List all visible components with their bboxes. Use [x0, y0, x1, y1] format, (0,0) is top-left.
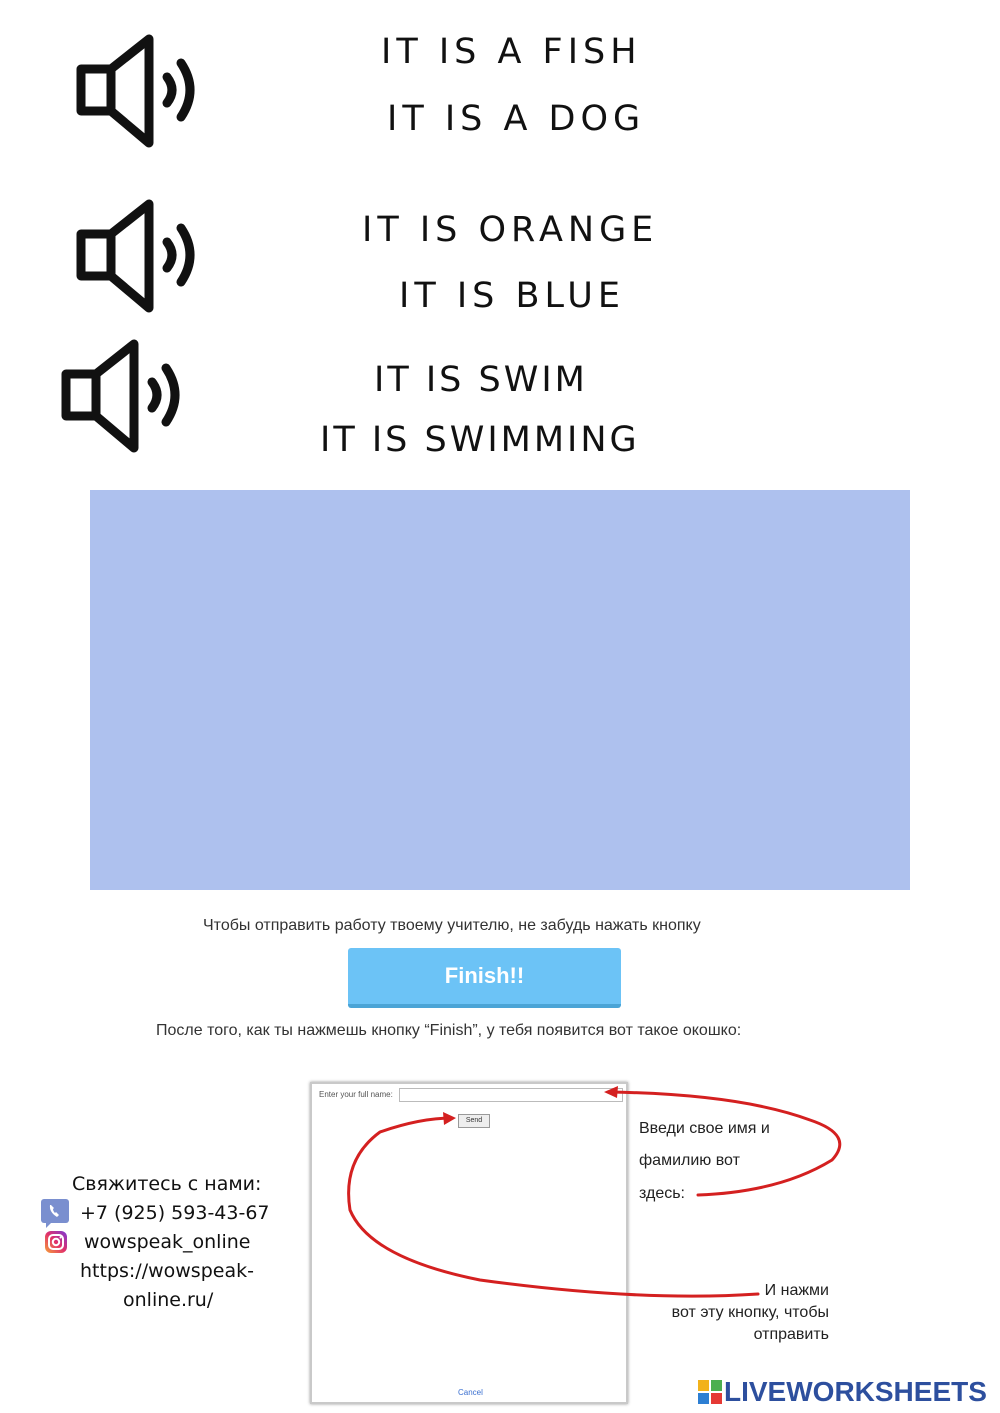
- audio-line-2b: IT IS BLUE: [399, 276, 625, 316]
- contact-instagram[interactable]: wowspeak_online: [84, 1231, 251, 1253]
- audio-line-3a: IT IS SWIM: [374, 360, 588, 400]
- liveworksheets-logo[interactable]: LIVEWORKSHEETS: [724, 1376, 987, 1407]
- dialog-send-button[interactable]: Send: [458, 1114, 490, 1128]
- contact-website-2[interactable]: online.ru/: [123, 1289, 214, 1311]
- annotation-press-1: И нажми: [764, 1282, 829, 1299]
- instagram-icon: [44, 1230, 68, 1254]
- phone-icon: [40, 1198, 70, 1228]
- annotation-press-2: вот эту кнопку, чтобы: [671, 1304, 829, 1321]
- speaker-icon[interactable]: [75, 33, 205, 149]
- liveworksheets-logo-icon: [698, 1380, 722, 1404]
- contact-heading: Свяжитесь с нами:: [72, 1173, 262, 1195]
- dialog-cancel-link[interactable]: Cancel: [458, 1388, 483, 1397]
- arrow-head-icon: [604, 1086, 618, 1098]
- audio-line-2a: IT IS ORANGE: [362, 210, 659, 250]
- speaker-icon[interactable]: [60, 338, 190, 454]
- after-finish-text: После того, как ты нажмешь кнопку “Finish”, у тебя появится вот такое окошко:: [156, 1022, 742, 1039]
- answer-area[interactable]: [90, 490, 910, 890]
- contact-website-1[interactable]: https://wowspeak-: [80, 1260, 254, 1282]
- reminder-text: Чтобы отправить работу твоему учителю, не забудь нажать кнопку: [203, 917, 701, 934]
- contact-phone[interactable]: +7 (925) 593-43-67: [80, 1202, 270, 1224]
- annotation-enter-name-1: Введи свое имя и: [639, 1120, 770, 1137]
- arrows-overlay: [340, 1080, 850, 1310]
- speaker-icon[interactable]: [75, 198, 205, 314]
- audio-line-1b: IT IS A DOG: [387, 99, 646, 139]
- arrow-head-icon: [443, 1112, 456, 1125]
- annotation-enter-name-3: здесь:: [639, 1185, 685, 1202]
- annotation-enter-name-2: фамилию вот: [639, 1152, 740, 1169]
- audio-line-3b: IT IS SWIMMING: [320, 420, 640, 460]
- audio-line-1a: IT IS A FISH: [381, 32, 642, 72]
- dialog-name-label: Enter your full name:: [319, 1090, 393, 1099]
- finish-button[interactable]: Finish!!: [348, 948, 621, 1008]
- annotation-press-3: отправить: [753, 1326, 829, 1343]
